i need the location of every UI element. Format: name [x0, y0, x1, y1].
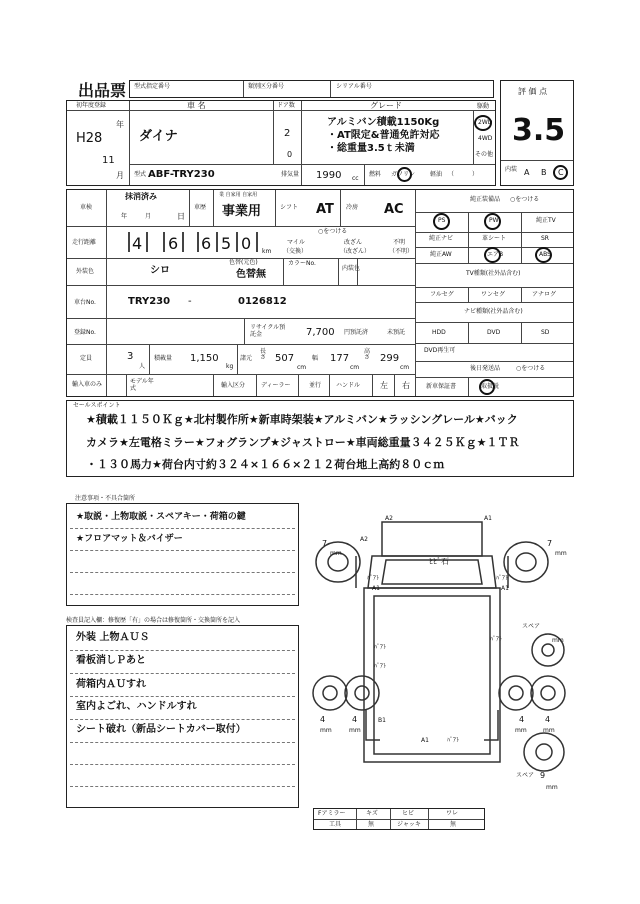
equipment-title: 純正装備品: [470, 196, 501, 203]
navi-hdd: HDD: [432, 329, 446, 336]
equip-aw: 純正AW: [430, 251, 452, 258]
mileage-label: 走行距離: [72, 239, 97, 246]
inspector-line-3: 荷箱内ＡＵすれ: [76, 679, 146, 690]
sales-line-3: ・１３０馬力★荷台内寸約３２４×１６６×２１２荷台地上高約８０ｃｍ: [86, 458, 445, 471]
chassis-model: TRY230: [128, 296, 171, 307]
year-unit: 年: [116, 120, 124, 129]
interior-grade-circle: [553, 165, 568, 180]
capacity-value: 3: [127, 351, 134, 362]
tools-header-break: ワレ: [446, 810, 459, 817]
equip-airbag-circle: [484, 247, 504, 263]
equip-abs: ABS: [539, 251, 551, 258]
import-label: 輸入車のみ: [72, 381, 103, 388]
interior-grade-a: A: [524, 168, 530, 177]
tire-fr-unit: mm: [555, 550, 567, 557]
height-label: 高さ: [364, 348, 371, 361]
mileage-opt-unknown-p: （不明）: [389, 248, 414, 255]
exterior-color-label: 外装色: [76, 268, 95, 275]
use-header: 業 自家用 自家用: [219, 192, 258, 198]
mileage-opt-tampered-p: （改ざん）: [340, 248, 371, 255]
diagram-mark-pato-r1: ﾊﾟｱﾄ: [496, 575, 509, 582]
first-reg-month: 11: [102, 155, 115, 166]
equipment-note: ○をつける: [510, 196, 540, 203]
score-label: 評 価 点: [518, 87, 548, 96]
color-no: カラーNo.: [288, 260, 316, 267]
mileage-unit: km: [262, 248, 272, 255]
sales-line-1: ★積載１１５０Ｋｇ★北村製作所★新車時架装★アルミバン★ラッシングレール★バック: [86, 413, 518, 426]
tire-fl: 7: [322, 539, 328, 548]
inspector-line-5: シート破れ（新品シートカバー取付）: [76, 724, 246, 735]
tv-fullseg: フルセグ: [430, 291, 454, 298]
manual-circle: [479, 379, 495, 395]
car-name: ダイナ: [139, 129, 178, 144]
inspector-line-2: 看板消しＰあと: [76, 655, 146, 666]
mileage-digit-2: 6: [168, 234, 179, 253]
diagram-mark-b1: B1: [378, 717, 386, 724]
tools-jack-label: ジャッキ: [397, 821, 421, 828]
displacement-label: 排気量: [281, 171, 300, 178]
month-unit: 月: [116, 171, 124, 180]
fuel-label: 燃料: [369, 171, 382, 178]
score-value: 3.5: [512, 113, 566, 148]
grade-line-3: ・総重量3.5ｔ未満: [327, 143, 415, 154]
diagram-mark-a2-side: A2: [360, 536, 368, 543]
height-value: 299: [380, 353, 400, 364]
shaken-label: 車検: [80, 204, 93, 211]
fuel-circle: [397, 167, 412, 182]
dims-label: 諸元: [240, 355, 253, 362]
diagram-mark-a1-r: A1: [501, 585, 509, 592]
inspector-line-1: 外装 上物ＡＵＳ: [76, 632, 150, 643]
drive-2wd-circle: [474, 115, 492, 131]
drive-other: その他: [475, 151, 494, 158]
spare-1-label: スペア: [522, 623, 541, 630]
displacement-value: 1990: [316, 170, 342, 181]
equip-abs-circle: [535, 247, 552, 263]
length-unit: cm: [297, 364, 307, 371]
spare-1-unit: mm: [552, 637, 564, 644]
recycle-deposited: 円預託済: [344, 329, 369, 336]
model-value: ABF-TRY230: [148, 169, 215, 180]
use-label: 車歴: [194, 204, 207, 211]
diagram-mark-a1-top: A1: [484, 515, 492, 522]
reg-label: 登録No.: [74, 329, 96, 336]
equip-pw: PW: [489, 217, 499, 224]
tire-rr2-unit: mm: [543, 727, 555, 734]
diagram-mark-a2-top: A2: [385, 515, 393, 522]
tire-rl2: 4: [352, 715, 358, 724]
grade-line-2: ・AT限定&普通免許対応: [327, 130, 440, 141]
model-year-label: モデル年式: [130, 378, 154, 393]
exterior-color: シロ: [150, 265, 170, 276]
width-value: 177: [330, 353, 350, 364]
tools-tools-label: 工具: [329, 821, 342, 828]
import-div-label: 輸入区分: [221, 382, 246, 389]
tools-tools-value: 無: [368, 821, 375, 828]
model-no-label: 型式指定番号: [134, 83, 171, 90]
equip-airbag: エアB: [487, 251, 504, 258]
navi-title: ナビ種類(社外品含む): [464, 308, 523, 315]
drive-label: 駆動: [477, 103, 490, 110]
length-value: 507: [275, 353, 295, 364]
ac-value: AC: [384, 202, 404, 217]
navi-sd: SD: [541, 329, 550, 336]
warranty-label: 新車保証書: [426, 383, 457, 390]
equip-pw-circle: [484, 213, 501, 230]
tv-analog: アナログ: [532, 291, 557, 298]
color-no-label: 色替(元色): [229, 259, 258, 266]
car-name-label: 車 名: [187, 101, 206, 110]
drive-4wd: 4WD: [478, 135, 493, 142]
recycle-value: 7,700: [306, 327, 335, 338]
equip-ps: PS: [438, 217, 446, 224]
grade-label: グレード: [370, 101, 402, 110]
mileage-opt-exchange: （交換）: [283, 248, 308, 255]
fuel-other: （ ）: [448, 171, 479, 178]
spare-2-label: スペア: [516, 772, 535, 779]
mileage-digit-5: 0: [241, 234, 252, 253]
chassis-label: 車台No.: [74, 299, 96, 306]
mileage-digit-3: 6: [201, 234, 212, 253]
sales-points-label: セールスポイント: [73, 402, 121, 409]
width-unit: cm: [350, 364, 360, 371]
doors-sub: 0: [287, 150, 293, 159]
equip-leather: 革シート: [482, 235, 507, 242]
use-value: 事業用: [222, 204, 262, 219]
tools-jack-value: 無: [450, 821, 457, 828]
mileage-opt-tampered: 改ざん: [344, 239, 363, 246]
diagram-mark-pato-l2: ﾊﾟｱﾄ: [374, 644, 387, 651]
equip-sr: SR: [541, 235, 549, 242]
load-label: 積載量: [154, 355, 173, 362]
capacity-label: 定員: [80, 355, 93, 362]
first-reg-year: H28: [76, 131, 103, 146]
diagram-mark-pato-l3: ﾊﾟｱﾄ: [374, 663, 387, 670]
tire-rr1-unit: mm: [515, 727, 527, 734]
dvd-playback: DVD再生可: [424, 347, 456, 354]
mileage-opt-mile: マイル: [287, 239, 305, 246]
tire-rr1: 4: [519, 715, 525, 724]
equip-navi: 純正ナビ: [429, 235, 454, 242]
diagram-mark-pato-l1: ﾊﾟｱﾄ: [367, 575, 380, 582]
interior-color-label: 内装色: [342, 265, 361, 272]
navi-dvd: DVD: [487, 329, 501, 336]
interior-grade-b: B: [541, 168, 547, 177]
sales-line-2: カメラ★左電格ミラー★フォグランプ★ジャストロー★車両総重量３４２５Ｋｇ★１ＴＲ: [86, 436, 520, 449]
width-label: 幅: [312, 355, 319, 362]
load-unit: kg: [226, 363, 234, 370]
tools-header-scratch: キズ: [366, 810, 378, 817]
tire-rr2: 4: [545, 715, 551, 724]
after-title: 後日発送品: [470, 365, 501, 372]
manual-label: 取扱説: [481, 383, 500, 390]
grade-line-1: アルミバン積載1150Kg: [327, 117, 440, 128]
tools-header-crack: ヒビ: [402, 810, 415, 817]
equip-tv: 純正TV: [536, 217, 556, 224]
drive-2wd: 2WD: [478, 119, 493, 126]
dealer: ディーラー: [261, 382, 291, 389]
tire-rl1-unit: mm: [320, 727, 332, 734]
recycle-none: 未預託: [387, 329, 406, 336]
handle-label: ハンドル: [336, 382, 361, 389]
serial-no-label: シリアル番号: [336, 83, 372, 90]
shift-label: シフト: [280, 204, 299, 211]
spare-2-value: 9: [540, 771, 546, 780]
diagram-mark-pato-bottom: ﾊﾟｱﾄ: [447, 737, 460, 744]
doors-value: 2: [284, 128, 291, 139]
after-note: ○をつける: [516, 365, 546, 372]
category-no-label: 類別区分番号: [248, 83, 285, 90]
tools-header-mirror: Fアミラー: [318, 810, 346, 817]
id-number-box: [129, 80, 494, 98]
shaken-value: 抹消済み: [125, 192, 157, 201]
mileage-digit-4: 5: [221, 234, 232, 253]
parallel: 並行: [309, 382, 322, 389]
mileage-opt-unknown: 不明: [393, 239, 406, 246]
mileage-digit-1: 4: [132, 234, 143, 253]
shift-value: AT: [316, 202, 334, 217]
note-line-2: ★フロアマット＆バイザー: [76, 534, 183, 544]
diagram-mark-a1-l: A1: [372, 585, 380, 592]
first-reg-label: 初年度登録: [76, 102, 107, 109]
diagram-front-glass: ﾋﾋﾞ石: [429, 557, 449, 566]
fuel-gasoline: ガソリン: [391, 171, 416, 178]
shaken-unit: 日: [177, 212, 185, 221]
chassis-number: 0126812: [238, 296, 287, 307]
doors-label: ドア数: [277, 102, 295, 109]
shaken-date: 年 月: [121, 213, 152, 220]
handle-right: 右: [402, 381, 410, 390]
chassis-dash: -: [188, 296, 192, 307]
handle-left: 左: [380, 381, 388, 390]
interior-grade-c: C: [558, 168, 564, 177]
mileage-note: ○をつける: [318, 228, 348, 235]
tv-oneseg: ワンセグ: [481, 291, 506, 298]
color-changed: 色替無: [236, 269, 266, 280]
tire-fr: 7: [547, 539, 553, 548]
inspector-box: [66, 625, 299, 808]
diagram-mark-a1-bottom: A1: [421, 737, 429, 744]
inspector-line-4: 室内よごれ、ハンドルすれ: [76, 701, 197, 712]
tire-rl2-unit: mm: [349, 727, 361, 734]
spare-2-unit: mm: [546, 784, 558, 791]
load-value: 1,150: [190, 353, 219, 364]
ac-label: 冷房: [346, 204, 359, 211]
equip-ps-circle: [433, 213, 450, 230]
interior-label: 内装: [505, 166, 518, 173]
height-unit: cm: [400, 364, 410, 371]
tire-rl1: 4: [320, 715, 326, 724]
length-label: 長さ: [260, 348, 267, 361]
inspector-label: 検査員記入欄：修復歴「有」の場合は修復箇所・交換箇所を記入: [66, 617, 241, 624]
form-title: 出品票: [78, 81, 127, 100]
diagram-mark-pato-r2: ﾊﾟｱﾄ: [490, 636, 503, 643]
tv-title: TV種類(社外品含む): [466, 270, 521, 277]
note-line-1: ★取説・上物取説・スペアキー・荷箱の鍵: [76, 512, 246, 522]
fuel-light: 軽油: [430, 171, 443, 178]
notes-label: 注意事項・不具合箇所: [75, 495, 136, 502]
model-label: 型式: [134, 171, 147, 178]
recycle-label: リサイクル預託金: [250, 324, 286, 339]
capacity-unit: 人: [139, 363, 146, 370]
tire-fl-unit: mm: [330, 550, 342, 557]
displacement-unit: cc: [352, 175, 359, 182]
